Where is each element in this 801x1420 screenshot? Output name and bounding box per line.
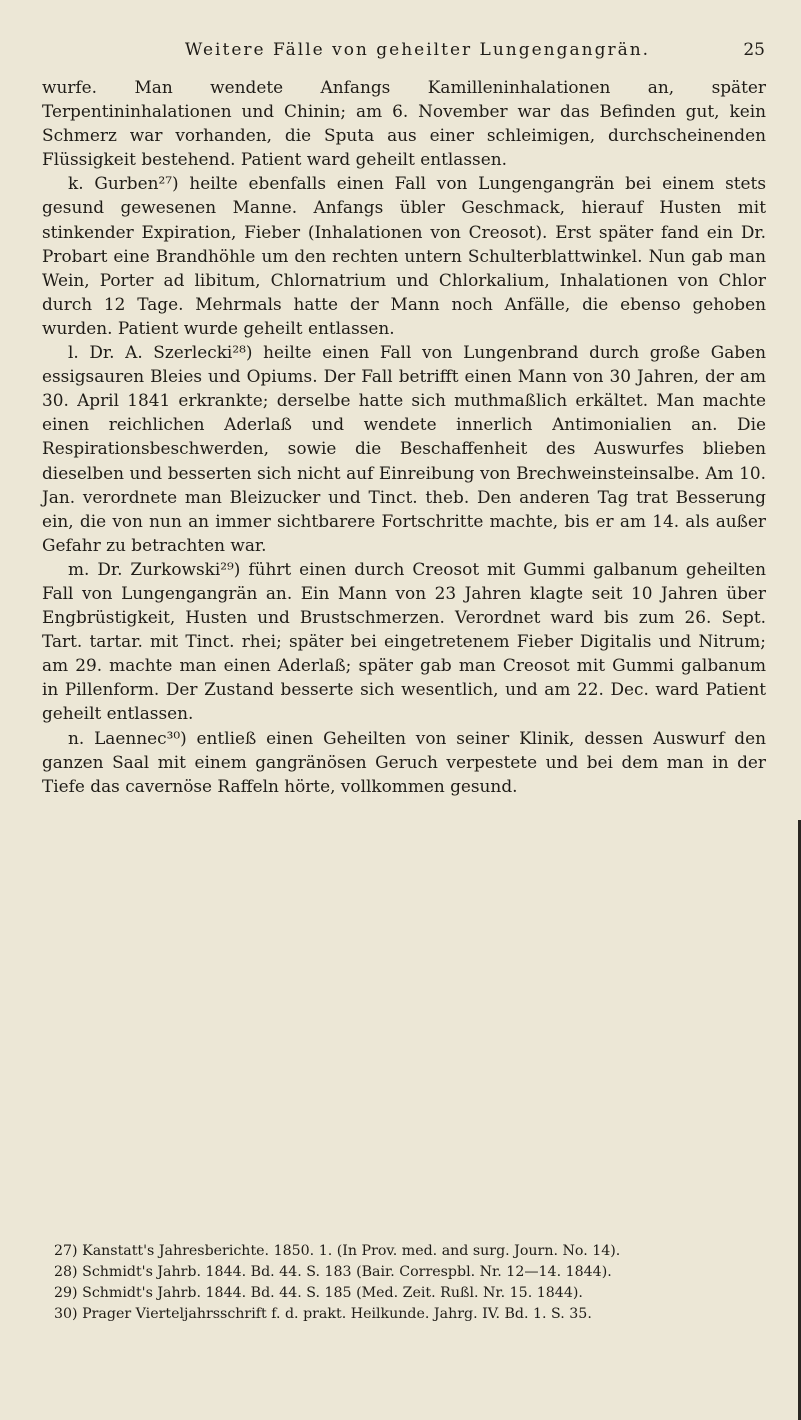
paragraph-case-n: n. Laennec³⁰) entließ einen Geheilten von seiner Klinik, dessen Auswurf den ganzen Saal mit einem gangränösen Geruch verpestete und bei dem man in der Tiefe das cavernöse Raffeln hörte, vollkommen gesund. <box>42 727 766 796</box>
page-number: 25 <box>743 40 765 60</box>
footnotes <box>40 1241 768 1325</box>
paragraph-case-j-end: wurfe. Man wendete Anfangs Kamilleninhalationen an, später Terpentininhalationen und Chinin; am 6. November war das Befinden gut, kein Schmerz war vorhanden, die Sputa aus einer schleimigen, durchscheinenden Flüssigkeit bestehend. Patient ward geheilt entlassen. <box>42 77 766 170</box>
footnote-27: 27) Kanstatt's Jahresberichte. 1850. 1. (In Prov. med. and surg. Journ. No. 14). <box>54 1243 621 1259</box>
footnote-30: 30) Prager Vierteljahrsschrift f. d. prakt. Heilkunde. Jahrg. IV. Bd. 1. S. 35. <box>54 1306 592 1322</box>
paragraph-case-k: k. Gurben²⁷) heilte ebenfalls einen Fall von Lungengangrän bei einem stets gesund gewesenen Manne. Anfangs übler Geschmack, hierauf Husten mit stinkender Expiration, Fieber (Inhalationen von Creosot). Erst später fand ein Dr. Probart eine Brandhöhle um den rechten untern Schulterblattwinkel. Nun gab man Wein, Porter ad libitum, Chlornatrium und Chlorkalium, Inhalationen von Chlor durch 12 Tage. Mehrmals hatte der Mann noch Anfälle, die ebenso gehoben wurden. Patient wurde geheilt entlassen. <box>42 173 766 338</box>
running-head: Weitere Fälle von geheilter Lungengangrän. <box>184 40 651 60</box>
paragraph-case-m: m. Dr. Zurkowski²⁹) führt einen durch Creosot mit Gummi galbanum geheilten Fall von Lungengangrän an. Ein Mann von 23 Jahren klagte seit 10 Jahren über Engbrüstigkeit, Husten und Brustschmerzen. Verordnet ward bis zum 26. Sept. Tart. tartar. mit Tinct. rhei; später bei eingetretenem Fieber Digitalis und Nitrum; am 29. machte man einen Aderlaß; später gab man Creosot mit Gummi galbanum in Pillenform. Der Zustand besserte sich wesentlich, und am 22. Dec. ward Patient geheilt entlassen. <box>42 558 766 724</box>
body-text <box>42 75 766 798</box>
footnote-28: 28) Schmidt's Jahrb. 1844. Bd. 44. S. 183 (Bair. Correspbl. Nr. 12—14. 1844). <box>54 1264 612 1280</box>
paragraph-case-l: l. Dr. A. Szerlecki²⁸) heilte einen Fall von Lungenbrand durch große Gaben essigsauren Bleies und Opiums. Der Fall betrifft einen Mann von 30 Jahren, der am 30. April 1841 erkrankte; derselbe hatte sich muthmaßlich erkältet. Man machte einen reichlichen Aderlaß und wendete innerlich Antimonialien an. Die Respirationsbeschwerden, sowie die Beschaffenheit des Auswurfes blieben dieselben und besserten sich nicht auf Einreibung von Brechweinsteinsalbe. Am 10. Jan. verordnete man Bleizucker und Tinct. theb. Den anderen Tag trat Besserung ein, die von nun an immer sichtbarere Fortschritte machte, bis er am 14. als außer Gefahr zu betrachten war. <box>42 342 766 555</box>
page-header <box>40 40 765 66</box>
footnote-29: 29) Schmidt's Jahrb. 1844. Bd. 44. S. 185 (Med. Zeit. Rußl. Nr. 15. 1844). <box>54 1285 583 1301</box>
